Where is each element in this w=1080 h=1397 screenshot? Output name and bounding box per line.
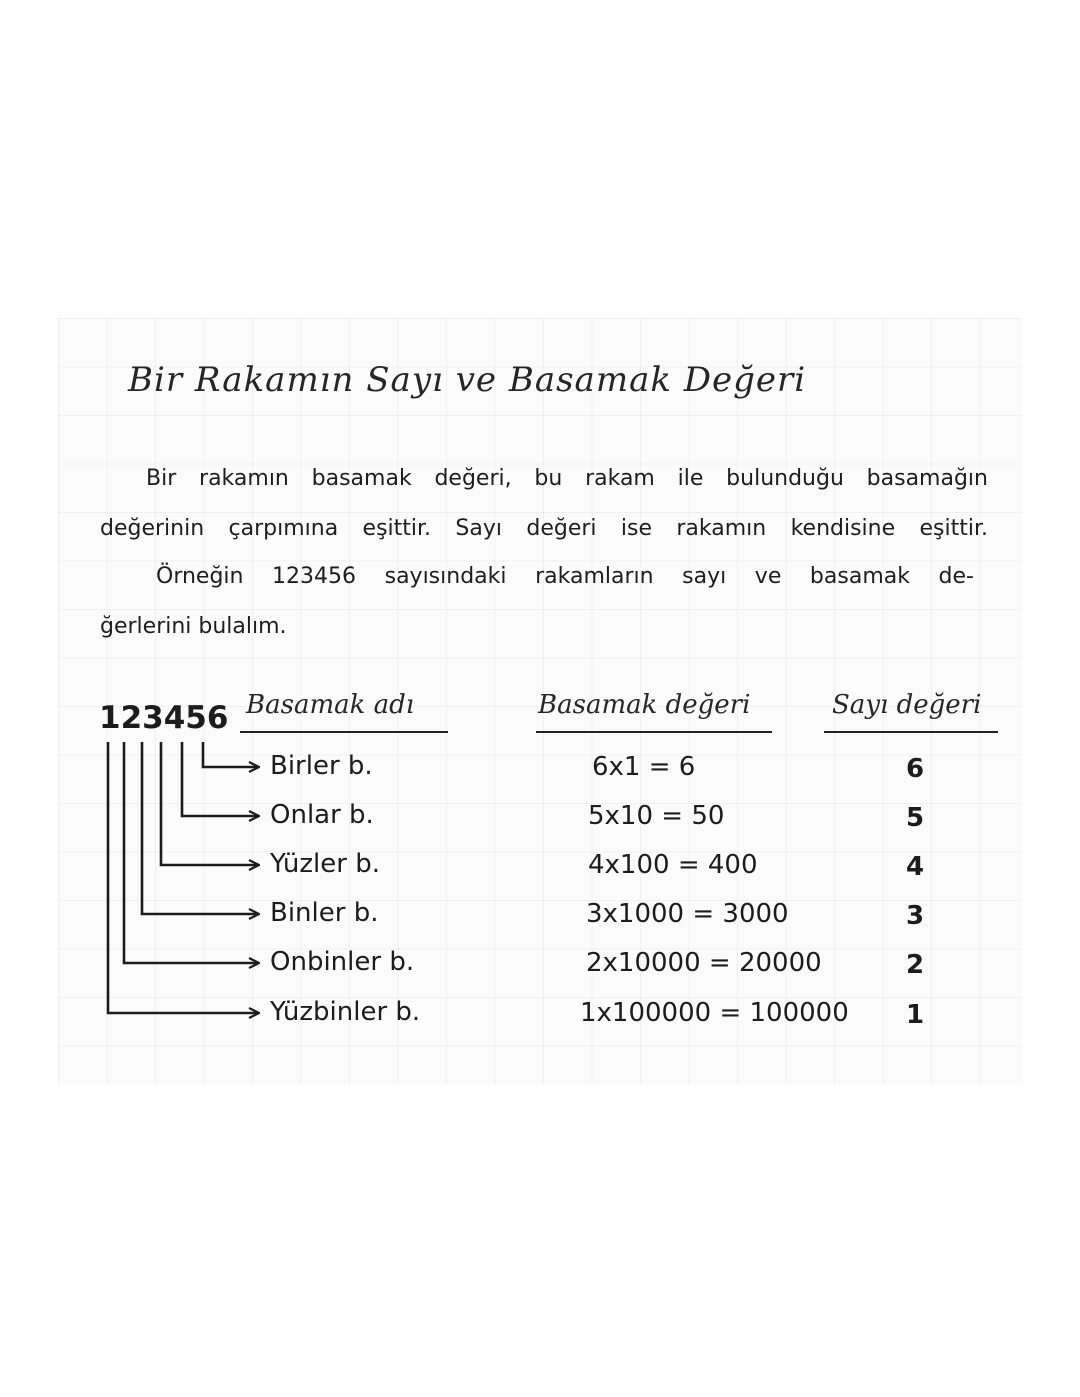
row-value-tens: 5x10 = 50 — [588, 801, 725, 831]
row-digit-hundred-thousands: 1 — [906, 1000, 925, 1030]
header-place-value: Basamak değeri — [538, 690, 751, 720]
row-name-tens: Onlar b. — [270, 800, 374, 830]
paragraph-line-2: değerinin çarpımına eşittir. Sayı değeri ise rakamın kendisine eşittir. — [100, 516, 988, 541]
row-value-hundreds: 4x100 = 400 — [588, 850, 758, 880]
row-name-thousands: Binler b. — [270, 898, 379, 928]
row-value-units: 6x1 = 6 — [592, 752, 696, 782]
arrow-units — [203, 742, 258, 767]
paragraph-line-1: Bir rakamın basamak değeri, bu rakam ile bulunduğu basamağın — [146, 466, 988, 491]
arrow-ten-thousands — [124, 742, 258, 963]
row-value-ten-thousands: 2x10000 = 20000 — [586, 948, 822, 978]
paragraph-line-3: Örneğin 123456 sayısındaki rakamların sayı ve basamak de- — [156, 564, 974, 589]
paragraph-line-4: ğerlerini bulalım. — [100, 614, 287, 639]
row-digit-units: 6 — [906, 754, 925, 784]
row-digit-tens: 5 — [906, 803, 925, 833]
header-place-name: Basamak adı — [246, 690, 415, 720]
arrow-tens — [182, 742, 258, 816]
row-name-hundred-thousands: Yüzbinler b. — [270, 997, 421, 1027]
row-name-hundreds: Yüzler b. — [270, 849, 380, 879]
row-name-units: Birler b. — [270, 751, 373, 781]
page-title: Bir Rakamın Sayı ve Basamak Değeri — [128, 360, 807, 400]
row-value-hundred-thousands: 1x100000 = 100000 — [580, 998, 849, 1028]
row-digit-thousands: 3 — [906, 901, 925, 931]
example-number: 123456 — [99, 700, 229, 736]
row-value-thousands: 3x1000 = 3000 — [586, 899, 789, 929]
row-digit-hundreds: 4 — [906, 852, 925, 882]
row-digit-ten-thousands: 2 — [906, 950, 925, 980]
row-name-ten-thousands: Onbinler b. — [270, 947, 415, 977]
arrow-hundreds — [161, 742, 258, 865]
header-face-value: Sayı değeri — [832, 690, 982, 720]
